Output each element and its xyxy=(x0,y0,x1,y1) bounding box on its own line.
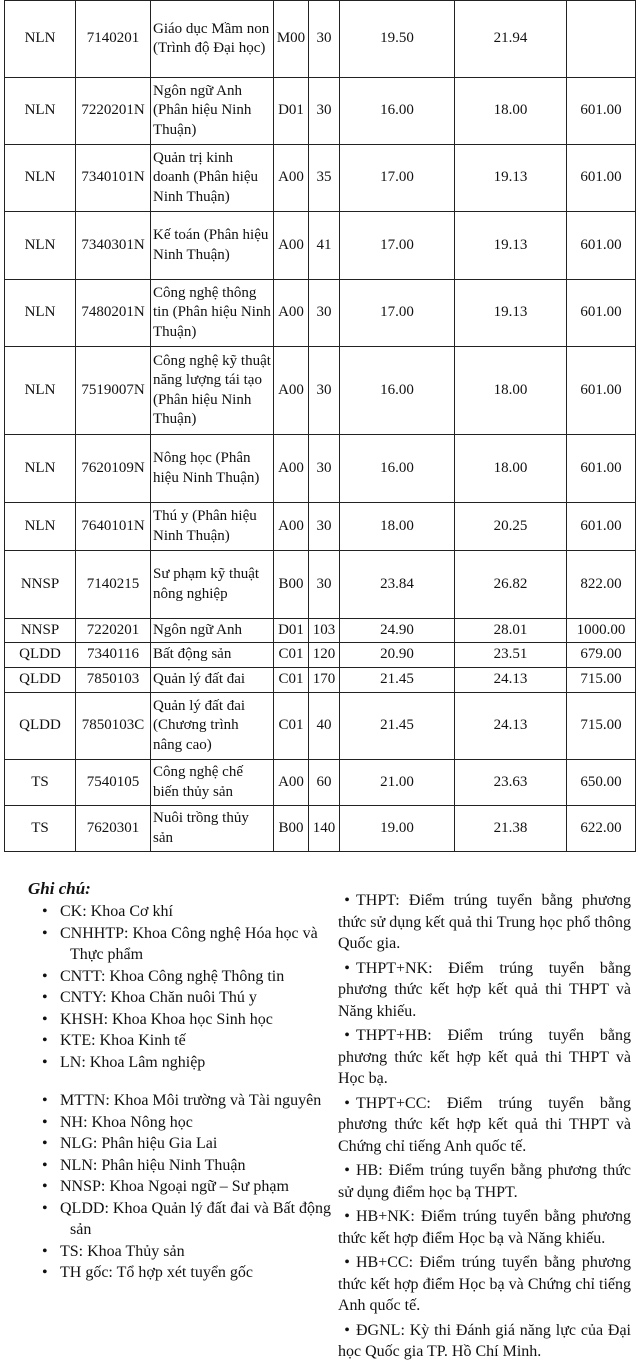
bullet-icon: • xyxy=(42,1242,48,1260)
note-item xyxy=(26,1112,338,1134)
score-thpt-cell: 19.50 xyxy=(340,1,455,78)
faculty-cell: NNSP xyxy=(5,619,76,643)
note-text: CK: Khoa Cơ khí xyxy=(60,903,173,920)
major-name-cell: Công nghệ thông tin (Phân hiệu Ninh Thuận) xyxy=(151,280,274,347)
quota-cell: 41 xyxy=(309,212,340,280)
subject-combo-cell: M00 xyxy=(274,1,309,78)
bullet-icon: • xyxy=(344,1094,350,1112)
faculty-cell: NLN xyxy=(5,212,76,280)
note-item xyxy=(26,966,338,988)
note-text: CNTT: Khoa Công nghệ Thông tin xyxy=(60,967,285,985)
major-name-cell: Giáo dục Mầm non (Trình độ Đại học) xyxy=(151,1,274,78)
score-cell: 19.13 xyxy=(455,145,567,212)
note-item xyxy=(338,1320,631,1363)
score-thpt-cell: 21.00 xyxy=(340,760,455,806)
subject-combo-cell: A00 xyxy=(274,145,309,212)
notes-title: Ghi chú: xyxy=(28,879,91,898)
major-name-cell: Công nghệ kỹ thuật năng lượng tái tạo (Phân hiệu Ninh Thuận) xyxy=(151,347,274,435)
table-row xyxy=(5,78,636,145)
note-text: NNSP: Khoa Ngoại ngữ – Sư phạm xyxy=(60,1178,289,1195)
quota-cell: 40 xyxy=(309,693,340,760)
major-name-cell: Ngôn ngữ Anh xyxy=(151,619,274,643)
bullet-icon: • xyxy=(344,1162,350,1179)
note-item xyxy=(26,1155,338,1177)
note-item xyxy=(338,1206,631,1249)
subject-combo-cell: A00 xyxy=(274,760,309,806)
note-item xyxy=(26,1030,338,1052)
faculty-cell: NLN xyxy=(5,78,76,145)
note-text: LN: Khoa Lâm nghiệp xyxy=(60,1053,206,1071)
quota-cell: 120 xyxy=(309,643,340,668)
table-row xyxy=(5,760,636,806)
subject-combo-cell: B00 xyxy=(274,551,309,619)
major-code-cell: 7640101N xyxy=(76,503,151,551)
note-text: KTE: Khoa Kinh tế xyxy=(60,1032,186,1049)
bullet-icon: • xyxy=(42,989,48,1006)
score-cell: 23.51 xyxy=(455,643,567,668)
table-row xyxy=(5,668,636,693)
subject-combo-cell: D01 xyxy=(274,78,309,145)
score-thpt-cell: 21.45 xyxy=(340,668,455,693)
bullet-icon: • xyxy=(344,1321,350,1339)
major-code-cell: 7519007N xyxy=(76,347,151,435)
major-code-cell: 7220201N xyxy=(76,78,151,145)
bullet-icon: • xyxy=(42,1178,48,1195)
score-thpt-cell: 17.00 xyxy=(340,280,455,347)
major-name-cell: Công nghệ chế biến thủy sản xyxy=(151,760,274,806)
major-name-cell: Sư phạm kỹ thuật nông nghiệp xyxy=(151,551,274,619)
faculty-cell: NNSP xyxy=(5,551,76,619)
note-item xyxy=(338,1252,631,1317)
bullet-icon: • xyxy=(42,1053,48,1071)
bullet-icon: • xyxy=(42,1092,48,1109)
major-name-cell: Quản lý đất đai xyxy=(151,668,274,693)
table-row xyxy=(5,503,636,551)
score-dgnl-cell: 601.00 xyxy=(567,347,636,435)
bullet-icon: • xyxy=(42,924,48,942)
score-dgnl-cell: 601.00 xyxy=(567,145,636,212)
major-name-cell: Ngôn ngữ Anh (Phân hiệu Ninh Thuận) xyxy=(151,78,274,145)
major-name-cell: Kế toán (Phân hiệu Ninh Thuận) xyxy=(151,212,274,280)
major-code-cell: 7340101N xyxy=(76,145,151,212)
note-item xyxy=(338,1093,631,1158)
subject-combo-cell: D01 xyxy=(274,619,309,643)
note-text: HB: Điểm trúng tuyển bằng phương thức sử dụng điểm học bạ THPT. xyxy=(338,1162,631,1201)
subject-combo-cell: C01 xyxy=(274,643,309,668)
admissions-table xyxy=(4,0,636,852)
major-code-cell: 7620109N xyxy=(76,435,151,503)
subject-combo-cell: B00 xyxy=(274,806,309,852)
major-code-cell: 7620301 xyxy=(76,806,151,852)
major-name-cell: Nông học (Phân hiệu Ninh Thuận) xyxy=(151,435,274,503)
bullet-icon: • xyxy=(42,1199,48,1217)
score-dgnl-cell: 715.00 xyxy=(567,693,636,760)
score-thpt-cell: 17.00 xyxy=(340,212,455,280)
score-thpt-cell: 16.00 xyxy=(340,347,455,435)
score-dgnl-cell: 1000.00 xyxy=(567,619,636,643)
note-text: TH gốc: Tổ hợp xét tuyển gốc xyxy=(60,1264,254,1281)
faculty-cell: NLN xyxy=(5,347,76,435)
note-item xyxy=(26,1009,338,1031)
note-text: HB+NK: Điểm trúng tuyển bằng phương thức kết hợp điểm Học bạ và Năng khiếu. xyxy=(338,1208,631,1247)
score-cell: 21.94 xyxy=(455,1,567,78)
subject-combo-cell: A00 xyxy=(274,212,309,280)
score-cell: 28.01 xyxy=(455,619,567,643)
quota-cell: 103 xyxy=(309,619,340,643)
major-code-cell: 7140215 xyxy=(76,551,151,619)
major-code-cell: 7480201N xyxy=(76,280,151,347)
score-cell: 23.63 xyxy=(455,760,567,806)
table-row xyxy=(5,1,636,78)
quota-cell: 30 xyxy=(309,347,340,435)
score-cell: 24.13 xyxy=(455,668,567,693)
score-dgnl-cell: 601.00 xyxy=(567,78,636,145)
score-dgnl-cell: 822.00 xyxy=(567,551,636,619)
score-cell: 18.00 xyxy=(455,347,567,435)
quota-cell: 30 xyxy=(309,1,340,78)
major-name-cell: Thú y (Phân hiệu Ninh Thuận) xyxy=(151,503,274,551)
score-thpt-cell: 21.45 xyxy=(340,693,455,760)
major-code-cell: 7340301N xyxy=(76,212,151,280)
note-text: CNTY: Khoa Chăn nuôi Thú y xyxy=(60,989,257,1006)
faculty-cell: NLN xyxy=(5,503,76,551)
note-text: NLG: Phân hiệu Gia Lai xyxy=(60,1135,218,1152)
score-thpt-cell: 16.00 xyxy=(340,78,455,145)
faculty-cell: NLN xyxy=(5,435,76,503)
quota-cell: 140 xyxy=(309,806,340,852)
note-text: QLDD: Khoa Quản lý đất đai và Bất động sản xyxy=(60,1199,332,1238)
score-thpt-cell: 23.84 xyxy=(340,551,455,619)
bullet-icon: • xyxy=(344,1254,350,1271)
score-dgnl-cell: 715.00 xyxy=(567,668,636,693)
bullet-icon: • xyxy=(42,967,48,985)
major-code-cell: 7220201 xyxy=(76,619,151,643)
score-thpt-cell: 24.90 xyxy=(340,619,455,643)
score-cell: 19.13 xyxy=(455,212,567,280)
score-cell: 21.38 xyxy=(455,806,567,852)
abbreviation-notes xyxy=(26,901,338,1284)
table-row xyxy=(5,280,636,347)
score-dgnl-cell: 622.00 xyxy=(567,806,636,852)
table-row xyxy=(5,693,636,760)
quota-cell: 35 xyxy=(309,145,340,212)
note-item xyxy=(26,1090,338,1112)
bullet-icon: • xyxy=(42,1264,48,1281)
note-text: THPT: Điểm trúng tuyển bằng phương thức sử dụng kết quả thi Trung học phổ thông Quốc gia. xyxy=(338,892,631,952)
major-name-cell: Quản trị kinh doanh (Phân hiệu Ninh Thuận) xyxy=(151,145,274,212)
table-row xyxy=(5,619,636,643)
faculty-cell: NLN xyxy=(5,1,76,78)
quota-cell: 170 xyxy=(309,668,340,693)
subject-combo-cell: A00 xyxy=(274,347,309,435)
method-notes xyxy=(338,890,631,1366)
quota-cell: 30 xyxy=(309,551,340,619)
quota-cell: 30 xyxy=(309,503,340,551)
quota-cell: 30 xyxy=(309,280,340,347)
score-thpt-cell: 16.00 xyxy=(340,435,455,503)
note-item xyxy=(26,1262,338,1284)
note-item xyxy=(26,923,338,966)
subject-combo-cell: C01 xyxy=(274,693,309,760)
score-thpt-cell: 19.00 xyxy=(340,806,455,852)
bullet-icon: • xyxy=(42,903,48,920)
table-body xyxy=(5,1,636,852)
subject-combo-cell: A00 xyxy=(274,503,309,551)
score-dgnl-cell: 679.00 xyxy=(567,643,636,668)
faculty-cell: QLDD xyxy=(5,668,76,693)
note-text: TS: Khoa Thủy sản xyxy=(60,1242,185,1260)
note-item xyxy=(26,1052,338,1074)
note-item xyxy=(26,901,338,923)
score-thpt-cell: 18.00 xyxy=(340,503,455,551)
score-dgnl-cell xyxy=(567,1,636,78)
table-row xyxy=(5,145,636,212)
score-cell: 24.13 xyxy=(455,693,567,760)
major-code-cell: 7850103 xyxy=(76,668,151,693)
note-text: ĐGNL: Kỳ thi Đánh giá năng lực của Đại học Quốc gia TP. Hồ Chí Minh. xyxy=(338,1321,631,1360)
faculty-cell: TS xyxy=(5,806,76,852)
major-code-cell: 7540105 xyxy=(76,760,151,806)
note-item xyxy=(338,890,631,955)
bullet-icon: • xyxy=(42,1010,48,1028)
note-item xyxy=(26,1241,338,1263)
bullet-icon: • xyxy=(42,1135,48,1152)
note-item xyxy=(26,1198,338,1241)
note-text: NLN: Phân hiệu Ninh Thuận xyxy=(60,1156,246,1174)
note-item xyxy=(26,1133,338,1155)
note-item xyxy=(338,1160,631,1203)
table-row xyxy=(5,806,636,852)
note-text: NH: Khoa Nông học xyxy=(60,1113,193,1131)
note-item xyxy=(338,1025,631,1090)
note-item xyxy=(338,958,631,1023)
faculty-cell: QLDD xyxy=(5,693,76,760)
bullet-icon: • xyxy=(42,1156,48,1174)
note-item xyxy=(26,987,338,1009)
note-text: THPT+CC: Điểm trúng tuyển bằng phương thức kết hợp kết quả thi THPT và Chứng chỉ tiếng Anh quốc tế. xyxy=(338,1094,631,1155)
bullet-icon: • xyxy=(344,1027,350,1044)
quota-cell: 60 xyxy=(309,760,340,806)
bullet-icon: • xyxy=(344,1208,350,1225)
score-dgnl-cell: 601.00 xyxy=(567,280,636,347)
faculty-cell: QLDD xyxy=(5,643,76,668)
bullet-icon: • xyxy=(42,1032,48,1049)
major-code-cell: 7340116 xyxy=(76,643,151,668)
faculty-cell: NLN xyxy=(5,145,76,212)
faculty-cell: TS xyxy=(5,760,76,806)
score-cell: 26.82 xyxy=(455,551,567,619)
score-dgnl-cell: 601.00 xyxy=(567,503,636,551)
major-name-cell: Quản lý đất đai (Chương trình nâng cao) xyxy=(151,693,274,760)
table-row xyxy=(5,212,636,280)
score-cell: 18.00 xyxy=(455,78,567,145)
table-row xyxy=(5,551,636,619)
subject-combo-cell: A00 xyxy=(274,435,309,503)
major-name-cell: Nuôi trồng thủy sản xyxy=(151,806,274,852)
table-row xyxy=(5,435,636,503)
note-text: MTTN: Khoa Môi trường và Tài nguyên xyxy=(60,1092,322,1109)
note-text: KHSH: Khoa Khoa học Sinh học xyxy=(60,1010,273,1028)
note-text: CNHHTP: Khoa Công nghệ Hóa học và Thực phẩm xyxy=(60,924,318,963)
quota-cell: 30 xyxy=(309,435,340,503)
subject-combo-cell: A00 xyxy=(274,280,309,347)
table-row xyxy=(5,643,636,668)
table-row xyxy=(5,347,636,435)
major-code-cell: 7850103C xyxy=(76,693,151,760)
bullet-icon: • xyxy=(344,959,350,977)
note-text: THPT+NK: Điểm trúng tuyển bằng phương thức kết hợp kết quả thi THPT và Năng khiếu. xyxy=(338,959,631,1020)
score-thpt-cell: 17.00 xyxy=(340,145,455,212)
major-code-cell: 7140201 xyxy=(76,1,151,78)
note-text: THPT+HB: Điểm trúng tuyển bằng phương thức kết hợp kết quả thi THPT và Học bạ. xyxy=(338,1027,631,1087)
bullet-icon: • xyxy=(42,1113,48,1131)
bullet-icon: • xyxy=(344,892,350,909)
major-name-cell: Bất động sản xyxy=(151,643,274,668)
faculty-cell: NLN xyxy=(5,280,76,347)
score-dgnl-cell: 601.00 xyxy=(567,212,636,280)
score-cell: 20.25 xyxy=(455,503,567,551)
subject-combo-cell: C01 xyxy=(274,668,309,693)
note-item xyxy=(26,1176,338,1198)
score-cell: 18.00 xyxy=(455,435,567,503)
score-dgnl-cell: 650.00 xyxy=(567,760,636,806)
score-cell: 19.13 xyxy=(455,280,567,347)
score-thpt-cell: 20.90 xyxy=(340,643,455,668)
note-text: HB+CC: Điểm trúng tuyển bằng phương thức kết hợp điểm Học bạ và Chứng chỉ tiếng Anh quốc tế. xyxy=(338,1254,631,1314)
quota-cell: 30 xyxy=(309,78,340,145)
score-dgnl-cell: 601.00 xyxy=(567,435,636,503)
